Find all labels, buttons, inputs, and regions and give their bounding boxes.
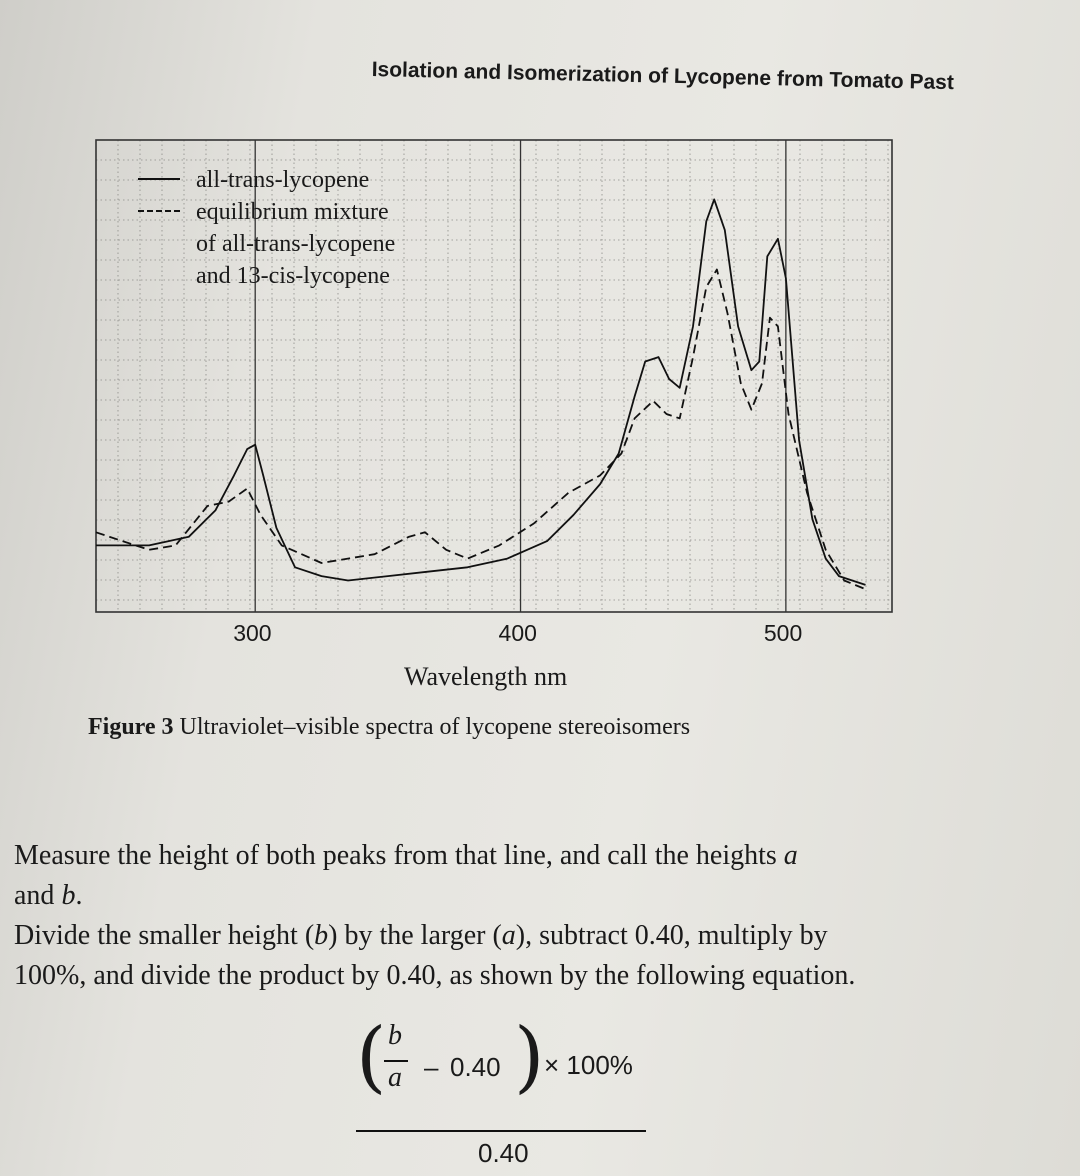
equation-denominator: 0.40 (478, 1138, 529, 1168)
solid-line-swatch (138, 178, 180, 182)
right-parenthesis: ) (514, 1012, 545, 1102)
legend-item-equilibrium (138, 196, 395, 228)
paragraph-divide-cont: 100%, and divide the product by 0.40, as shown by the following equation. (14, 960, 856, 991)
legend-label-equilibrium-1: equilibrium mixture (196, 199, 389, 225)
legend-label-equilibrium-2: of all-trans-lycopene (196, 231, 396, 257)
paragraph-measure: Measure the height of both peaks from that line, and call the heights a (14, 840, 798, 871)
x-axis-title: Wavelength nm (404, 662, 568, 691)
left-parenthesis: ( (356, 1012, 387, 1102)
chart-legend (138, 164, 395, 292)
main-fraction-bar (356, 1130, 646, 1132)
minus-sign: – (424, 1052, 439, 1082)
body-text (14, 836, 1074, 996)
variable-a: a (783, 840, 798, 871)
fraction-denominator: a (388, 1062, 402, 1093)
paragraph-divide: Divide the smaller height (b) by the larger (a), subtract 0.40, multiply by (14, 920, 828, 951)
x-tick-label-400: 400 (498, 620, 537, 646)
isomer-ratio-equation (356, 1012, 696, 1172)
times-100-percent: × 100% (544, 1050, 633, 1080)
figure-caption (88, 714, 690, 741)
figure-caption-text: Ultraviolet–visible spectra of lycopene stereoisomers (179, 714, 691, 740)
legend-item-all-trans (138, 164, 395, 196)
series-line-equilibrium-mixture (96, 270, 866, 590)
equation-constant: 0.40 (450, 1052, 501, 1082)
fraction-numerator: b (388, 1020, 402, 1051)
x-tick-label-500: 500 (763, 620, 803, 646)
figure-caption-label: Figure 3 (88, 714, 174, 740)
running-header: Isolation and Isomerization of Lycopene from Tomato Past (371, 58, 955, 95)
legend-label-equilibrium-3: and 13-cis-lycopene (196, 263, 390, 289)
x-tick-label-300: 300 (233, 620, 272, 646)
paragraph-measure-cont: and b. (14, 880, 83, 911)
dashed-line-swatch (138, 210, 180, 214)
variable-b: b (61, 880, 76, 911)
legend-label-all-trans: all-trans-lycopene (196, 167, 370, 193)
